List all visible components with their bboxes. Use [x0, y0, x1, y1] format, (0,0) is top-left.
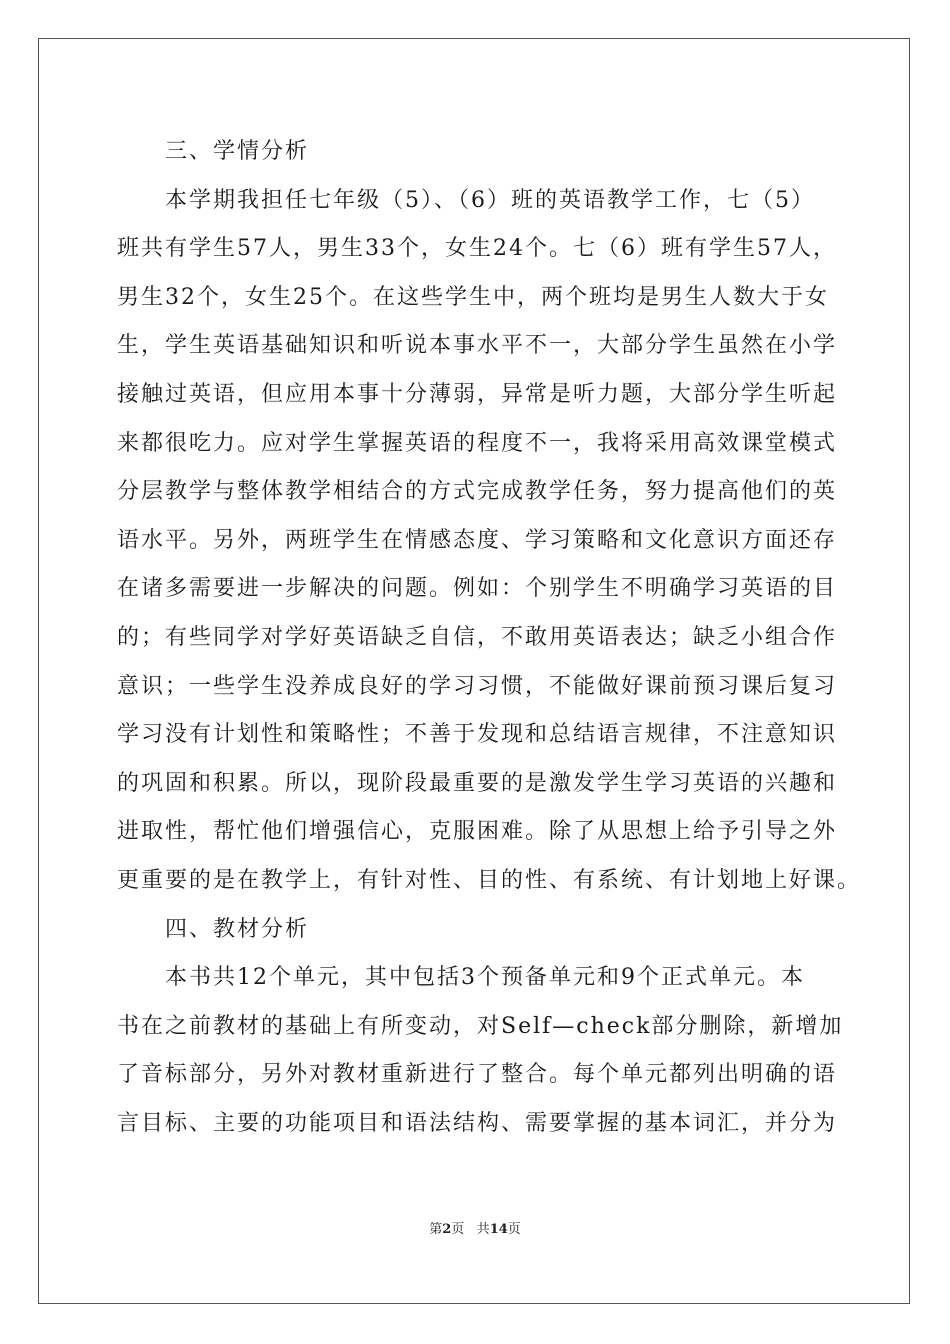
paragraph-line: 来都很吃力。应对学生掌握英语的程度不一，我将采用高效课堂模式 [117, 430, 838, 456]
paragraph-line: 的；有些同学对学好英语缺乏自信，不敢用英语表达；缺乏小组合作 [117, 624, 838, 650]
page-number: 2 [442, 1222, 452, 1237]
paragraph-line: 更重要的是在教学上，有针对性、目的性、有系统、有计划地上好课。 [117, 867, 862, 893]
paragraph-line: 语水平。另外，两班学生在情感态度、学习策略和文化意识方面还存 [117, 527, 838, 553]
paragraph-line: 接触过英语，但应用本事十分薄弱，异常是听力题，大部分学生听起 [117, 381, 838, 407]
document-body [117, 128, 862, 1148]
paragraph-line: 的巩固和积累。所以，现阶段最重要的是激发学生学习英语的兴趣和 [117, 770, 838, 796]
paragraph-line: 意识；一些学生没养成良好的学习习惯，不能做好课前预习课后复习 [117, 673, 838, 699]
total-pages: 14 [489, 1222, 508, 1237]
paragraph-line: 本学期我担任七年级（5）、（6）班的英语教学工作，七（5） [165, 187, 815, 213]
paragraph-line: 学习没有计划性和策略性；不善于发现和总结语言规律，不注意知识 [117, 722, 838, 748]
footer-prefix: 第 [429, 1222, 443, 1237]
paragraph-line: 分层教学与整体教学相结合的方式完成教学任务，努力提高他们的英 [117, 479, 838, 505]
paragraph-line: 言目标、主要的功能项目和语法结构、需要掌握的基本词汇，并分为 [117, 1110, 838, 1136]
footer-page-suffix: 页 [451, 1222, 465, 1237]
section-heading: 四、教材分析 [165, 916, 310, 942]
section-heading: 三、学情分析 [165, 139, 310, 164]
paragraph-line: 男生32个，女生25个。在这些学生中，两个班均是男生人数大于女 [117, 284, 829, 310]
paragraph-line: 进取性，帮忙他们增强信心，克服困难。除了从思想上给予引导之外 [117, 819, 838, 845]
paragraph-line: 在诸多需要进一步解决的问题。例如：个别学生不明确学习英语的目 [117, 576, 838, 602]
paragraph-line: 本书共12个单元，其中包括3个预备单元和9个正式单元。本 [165, 965, 805, 991]
paragraph-line: 班共有学生57人，男生33个，女生24个。七（6）班有学生57人， [117, 236, 837, 262]
footer-total-prefix: 共 [476, 1222, 490, 1237]
paragraph-line: 生，学生英语基础知识和听说本事水平不一，大部分学生虽然在小学 [117, 333, 838, 359]
paragraph-line: 书在之前教材的基础上有所变动，对Self—check部分删除，新增加 [117, 1013, 844, 1039]
page-footer [0, 1218, 950, 1237]
paragraph-line: 了音标部分，另外对教材重新进行了整合。每个单元都列出明确的语 [117, 1062, 838, 1088]
footer-total-suffix: 页 [507, 1222, 521, 1237]
